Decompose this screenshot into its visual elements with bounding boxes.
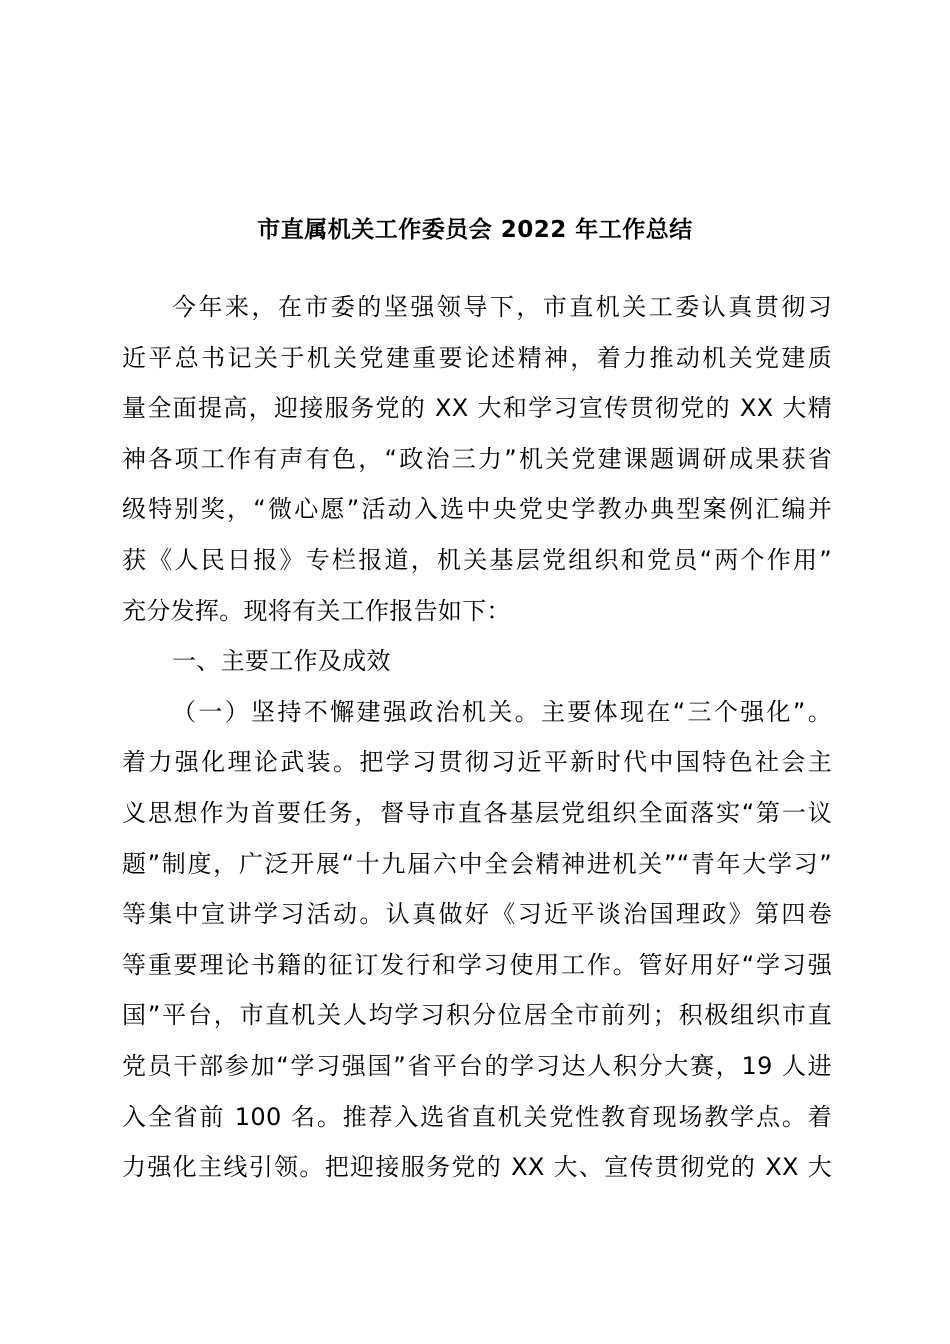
paragraph-line: 近平总书记关于机关党建重要论述精神，着力推动机关党建质 <box>122 343 832 372</box>
paragraph-line: 党员干部参加“学习强国”省平台的学习达人积分大赛，19 人进 <box>122 1051 832 1080</box>
section-heading: 一、主要工作及成效 <box>172 647 391 676</box>
paragraph-line: 题”制度，广泛开展“十九届六中全会精神进机关”“青年大学习” <box>122 849 832 878</box>
paragraph-line: 义思想作为首要任务，督导市直各基层党组织全面落实“第一议 <box>122 798 832 827</box>
subsection-heading: （一）坚持不懈建强政治机关。主要体现在“三个强化”。 <box>172 697 832 726</box>
paragraph-line: 获《人民日报》专栏报道，机关基层党组织和党员“两个作用” <box>122 545 832 574</box>
paragraph-line: 着力强化理论武装。把学习贯彻习近平新时代中国特色社会主 <box>122 748 832 777</box>
paragraph-line: 国”平台，市直机关人均学习积分位居全市前列；积极组织市直 <box>122 1001 832 1030</box>
paragraph-line: 神各项工作有声有色，“政治三力”机关党建课题调研成果获省 <box>122 444 832 473</box>
paragraph-line: 今年来，在市委的坚强领导下，市直机关工委认真贯彻习 <box>172 293 832 321</box>
paragraph-line: 入全省前 100 名。推荐入选省直机关党性教育现场教学点。着 <box>122 1102 832 1131</box>
paragraph-line: 量全面提高，迎接服务党的 XX 大和学习宣传贯彻党的 XX 大精 <box>122 394 832 423</box>
paragraph-line: 力强化主线引领。把迎接服务党的 XX 大、宣传贯彻党的 XX 大 <box>122 1153 832 1182</box>
paragraph-line: 级特别奖，“微心愿”活动入选中央党史学教办典型案例汇编并 <box>122 495 832 524</box>
document-title: 市直属机关工作委员会 2022 年工作总结 <box>257 217 693 243</box>
paragraph-line: 等重要理论书籍的征订发行和学习使用工作。管好用好“学习强 <box>122 950 832 979</box>
paragraph-line: 充分发挥。现将有关工作报告如下： <box>122 596 511 625</box>
paragraph-line: 等集中宣讲学习活动。认真做好《习近平谈治国理政》第四卷 <box>122 900 832 929</box>
document-body <box>122 282 832 1193</box>
